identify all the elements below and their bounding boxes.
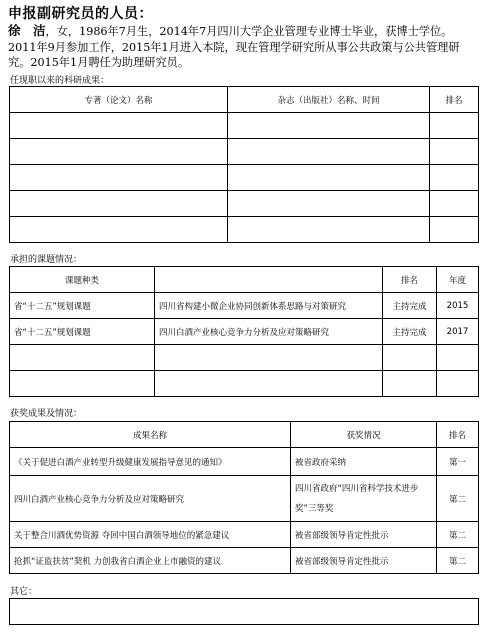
research-empty-row [10, 191, 479, 217]
awards-header-name: 成果名称 [10, 422, 291, 448]
project-row [10, 293, 479, 319]
research-header-journal: 杂志（出版社）名称、时间 [228, 87, 430, 113]
awards-header-rank: 排名 [437, 422, 479, 448]
bio-paragraph [8, 23, 478, 71]
research-empty-row [10, 113, 479, 139]
award-rank: 第二 [437, 548, 479, 574]
bio-text: ，女，1986年7月生，2014年7月四川大学企业管理专业博士毕业，获博士学位。2011年9月参加工作，2015年1月进入本院，现在管理学研究所从事公共政策与公共管理研究。2015年1月聘任为助理研究员。 [8, 25, 460, 69]
award-row [10, 548, 479, 574]
award-rank: 第一 [437, 448, 479, 476]
award-name: 关于整合川酒优势资源 夺回中国白酒领导地位的紧急建议 [10, 522, 291, 548]
award-name: 抢抓“证监扶贫”契机 力创我省白酒企业上市融资的建议 [10, 548, 291, 574]
research-header-title: 专著（论文）名称 [10, 87, 228, 113]
other-section-title: 其它： [10, 587, 38, 597]
award-name: 《关于促进白酒产业转型升级健康发展指导意见的通知》 [10, 448, 291, 476]
award-status: 四川省政府“四川省科学技术进步奖”三等奖 [291, 476, 437, 522]
award-name: 四川白酒产业核心竞争力分析及应对策略研究 [10, 476, 291, 522]
other-table [9, 598, 479, 625]
project-name: 四川省构建小微企业协同创新体系思路与对策研究 [155, 293, 383, 319]
award-status: 被省政府采纳 [291, 448, 437, 476]
award-status: 被省部级领导肯定性批示 [291, 522, 437, 548]
projects-header-year: 年度 [437, 267, 479, 293]
projects-section-title: 承担的课题情况： [10, 255, 83, 265]
projects-header-type: 课题种类 [10, 267, 155, 293]
projects-header-row [10, 267, 479, 293]
research-empty-row [10, 165, 479, 191]
award-row [10, 448, 479, 476]
research-empty-row [10, 217, 479, 243]
award-row [10, 522, 479, 548]
award-status: 被省部级领导肯定性批示 [291, 548, 437, 574]
project-rank: 主持完成 [383, 293, 437, 319]
project-year: 2015 [437, 293, 479, 319]
projects-header-rank: 排名 [383, 267, 437, 293]
projects-table [9, 266, 479, 397]
project-rank: 主持完成 [383, 319, 437, 345]
research-empty-row [10, 139, 479, 165]
award-rank: 第二 [437, 522, 479, 548]
research-header-rank: 排名 [430, 87, 479, 113]
research-table [9, 86, 479, 243]
research-header-row [10, 87, 479, 113]
project-empty-row [10, 371, 479, 397]
project-name: 四川白酒产业核心竞争力分析及应对策略研究 [155, 319, 383, 345]
awards-header-status: 获奖情况 [291, 422, 437, 448]
award-rank: 第二 [437, 476, 479, 522]
awards-section-title: 获奖成果及情况： [10, 409, 83, 419]
projects-header-name [155, 267, 383, 293]
applicant-name: 徐 洁 [8, 23, 46, 38]
award-row [10, 476, 479, 522]
project-empty-row [10, 345, 479, 371]
project-year: 2017 [437, 319, 479, 345]
other-empty-row [10, 599, 479, 625]
page-title: 申报副研究员的人员： [8, 6, 153, 22]
research-section-title: 任现职以来的科研成果： [10, 76, 110, 86]
project-type: 省“十二五”规划课题 [10, 293, 155, 319]
project-type: 省“十二五”规划课题 [10, 319, 155, 345]
project-row [10, 319, 479, 345]
awards-header-row [10, 422, 479, 448]
awards-table [9, 421, 479, 574]
